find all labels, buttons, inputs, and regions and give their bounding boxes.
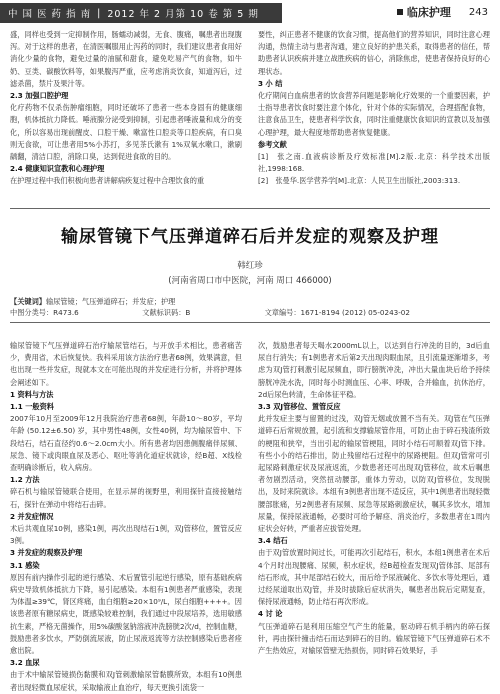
section-label	[282, 4, 500, 20]
subsection-heading: 3.1 感染	[10, 560, 40, 570]
subsection-heading: 3.2 血尿	[10, 658, 40, 668]
subsection-heading: 3.4 结石	[258, 536, 288, 546]
article-right-column	[258, 340, 490, 657]
paragraph: 由于术中输尿管镜损伤黏膜和双J管刺激输尿管黏膜所致，本组有10例患者出现轻微血尿症状，采取输液止血治疗，每天更换引流袋一	[10, 670, 242, 692]
paragraph: 次，鼓励患者每天喝水2000mL以上，以达到自行冲洗的目的，3d后血尿自行消失；有1例患者术后第2天出现肉眼血尿，且引流量逐渐增多，考虑为双J管打刺激引起尿频血，即行膀胱冲洗，冲出大量血块后给予持续膀胱冲洗水洗，同时每小时测血压、心率、呼吸，合并输血，抗休治疗，2d后尿色转清，生命体征平稳。	[258, 341, 490, 399]
paragraph: 要性，纠正患者不健康的饮食习惯，提高他们的营养知识，同时注意心理沟通，热情主动与患者沟通，建立良好的护患关系，取得患者的信任，帮助患者认识疾病并建立战胜疾病的信心，消除焦虑，使患者保持良好的心理状态。	[258, 30, 490, 76]
bullet-icon	[397, 9, 403, 15]
clc-number: 中图分类号：R473.6	[10, 308, 79, 317]
previous-article-left-column	[10, 29, 242, 188]
paragraph: 由于双J管放置时间过长，可能再次引起结石，积水，本组1例患者在术后4个月时出现腰痛、尿频，积水症状，经B超检查发现双J管体部、尾部有结石形成，其中尾部结石较大，而后给予尿液碱化、多饮水等处理后，通过经尿道取出双J管，并及时拔除后症状消失，嘱患者出院后定期复查，保持尿液通畅，防止结石再次形成。	[258, 548, 490, 607]
section-heading: 1 资料与方法	[10, 389, 54, 399]
section-heading: 2.4 健康知识宣教和心理护理	[10, 164, 105, 174]
subsection-heading: 3.3 双J管移位、置管反应	[258, 402, 341, 412]
section-heading: 3 并发症的观察及护理	[10, 548, 83, 558]
keywords-label: 【关键词】	[10, 297, 46, 306]
paragraph: 气压弹道碎石是利用压缩空气产生的能量，驱动碎石机手柄内的碎石探针，再由探针撞击结石而达到碎石的目的。输尿管镜下气压弹道碎石术不产生热效应，对输尿管壁无热损伤，同时碎石效果好，手	[258, 621, 490, 656]
page-header	[0, 0, 500, 24]
paragraph: 在护理过程中我们积极向患者讲解病疾复过程中合理饮食的重	[10, 176, 205, 186]
article-title: 输尿管镜下气压弹道碎石后并发症的观察及护理	[61, 227, 439, 247]
paragraph: 碎石机与输尿管镜联合使用，在显示屏的视野里，利用探针直接接触结石，探针在弹动中将结石击碎。	[10, 487, 242, 509]
paragraph: 原因有前内操作引起的逆行感染、术后置管引起逆行感染，原有基础疾病病史导致机体抵抗力下降，易引起感染。本组有1例患者严重感染，表现为体温≥39℃，肾区疼痛，血白细胞≥20×10⁹/L，尿白细胞++++。因该患者原有糖尿病史，既感染较难控制，我们通过中段尿培养，选用敏感抗生素，严格无菌操作，用5%碳酸氢钠溶液冲洗膀胱2次/d，控制血糖，鼓励患者多饮水，严防倒流尿液，防止尿液返流等方法控制感染后患者痊愈出院。	[10, 572, 242, 656]
subsection-heading: 1.2 方法	[10, 475, 40, 485]
article-id: 文章编号：1671-8194 (2012) 05-0243-02	[264, 308, 410, 317]
keywords-line	[10, 296, 490, 308]
journal-name: 中 国 医 药 指 南	[8, 9, 92, 20]
article-author: 韩红珍	[237, 261, 263, 271]
article-header	[10, 222, 490, 286]
paragraph: 盛，同样也受到一定抑制作用，肠蠕动减弱，无食、腹痛，嘱患者出现腹泻。对于这样的患者，在清医嘱服用止泻药的同时，我们建议患者食用好消化少量的食物，避免过量的油腻和甜食，避免吃易产气的食物，如牛奶、豆类、碳酸饮料等，如果腹泻严重，应考虑消炎饮食，知道泻后，过滤杀菌，禁片及果汁等。	[10, 30, 242, 88]
paragraph: 输尿管镜下气压弹道碎石治疗输尿管结石，与开放手术相比，患者痛苦少，费用省，术后恢复快。我科采用该方法治疗患者68例，效果满意，但也出现一些并发症，现就本文在可能出现的并发症进行分析，并将护理体会阐述如下。	[10, 341, 242, 387]
paragraph: 2007年10月至2009年12月我院治疗患者68例，年龄10～80岁，平均年龄 (50.12±6.50) 岁，其中男性48例，女性40例，均为输尿管中、下段结石，结石直径约0.6～2.0cm大小。所有患者均因患侧腹痛伴尿频、尿急、镜下或肉眼血尿及恶心、呕吐等消化道症状就诊，经B超、X线检查明确诊断后，收入病房。	[10, 414, 242, 473]
keywords-text: 输尿管镜；气压弹道碎石；并发症；护理	[45, 297, 176, 306]
document-code: 文献标识码：B	[142, 308, 191, 317]
page-number: 243	[468, 6, 488, 18]
issue-date: 2012 年 2 月第 10 卷 第 5 期	[107, 9, 259, 20]
subsection-heading: 1.1 一般资料	[10, 402, 54, 412]
paragraph: 此并发症主要与留置的过浅，双J管无烟或放置不当有关。双J管在气压弹道碎石后常规放置，起引流和支撑输尿管作用，可防止由于碎石残渣所致的梗阻和狭窄，当出引起的输尿管梗阻，同时小结石可顺着双J管下排。有些小小的结石排出，防止残留结石过程中的尿路梗阻。但双J管常可引起尿路刺激症状及尿液返流，少数患者还可出现双J管移位，故术后嘱患者勿剧烈活动，突然扭动腰部，重体力劳动，以防双J管移位，发现脱出，及时来院就诊。本组有3例患者出现不适反应，其中1例患者出现轻微腰部胀痛，另2例患者有尿频、尿急等尿路刺激症状，嘱其多饮水，增加尿量，保持尿液通畅，必要时可给予解痉、消炎治疗，多数患者在1周内症状会好转，严重者应拔管处理。	[258, 414, 490, 534]
section-heading: 2.3 加强口腔护理	[10, 91, 69, 101]
section-heading: 4 讨 论	[258, 609, 283, 619]
paragraph: 术后共观血尿10例，感染1例，再次出现结石1例，双J管移位，置管反应3例。	[10, 524, 242, 546]
reference-item: [1] 张之南.血液病诊断及疗效标准[M].2版.北京：科学技术出版社,1998:168.	[258, 152, 490, 174]
section-heading: 2 并发症情况	[10, 511, 54, 521]
article-affiliation: (河南省周口市中医院，河南 周口 466000)	[168, 276, 332, 286]
paragraph: 化疗期间白血病患者的饮食营养问题是影响化疗效果的一个重要因素，护士指导患者饮食时要注意个体化，针对个体的实际情况，合理搭配食物，注意食品卫生，使患者科学饮食，同时注重健康饮食知识的宣教以及加强心理护理，最大程度地帮助患者恢复健康。	[258, 91, 490, 137]
journal-banner	[0, 3, 282, 23]
classification-line	[10, 308, 490, 318]
section-heading: 3 小 结	[258, 78, 283, 88]
references-heading: 参考文献	[258, 139, 287, 149]
reference-item: [2] 张曼华.医学营养学[M].北京：人民卫生出版社,2003:313.	[258, 176, 461, 186]
article-left-column	[10, 340, 242, 694]
header-separator: |	[97, 7, 102, 19]
section-name: 临床护理	[406, 6, 451, 19]
previous-article-right-column	[258, 29, 490, 188]
meta-divider	[10, 322, 490, 323]
section-divider	[10, 208, 490, 209]
paragraph: 化疗药物不仅杀伤肿瘤细胞，同时还破坏了患者一些本身固有的健康细胞，机体抵抗力降低。唾液腺分泌受到抑制，引起患者唾液量和成分的变化，所以容易出现前醒皮、口腔干燥、嗽富性口腔炎等口腔疾病，有口臭则无食欲，可让患者用5%小苏打，多见茶氏漱有 1%双氧水嗽口，漱刷龋翻，清洁口腔，消除口臭，达到促进食欲的目的。	[10, 103, 242, 162]
